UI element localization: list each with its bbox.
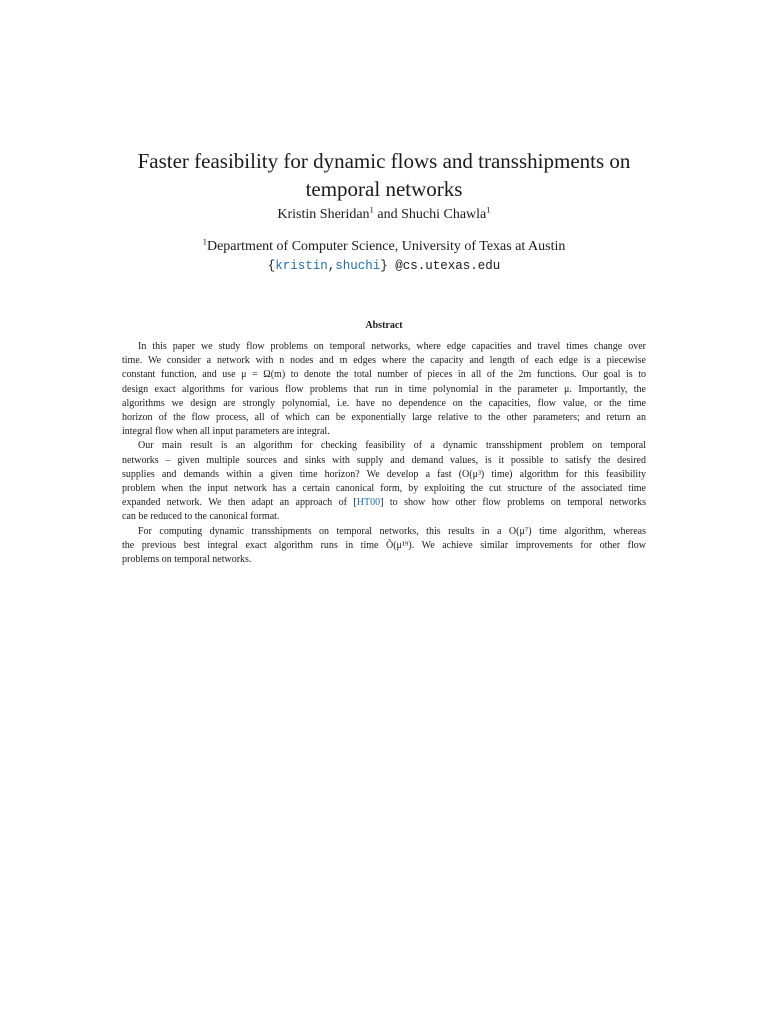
affiliation-marker: 1 [202,236,207,247]
abstract-body [122,340,646,567]
email-brace-close: } [380,259,388,273]
abstract-paragraph [122,340,646,439]
email-link-shuchi[interactable]: shuchi [335,259,381,273]
abstract-line: For computing dynamic transshipments on temporal networks, this results in a O(μ⁷) time algorithm, whereas [138,525,646,537]
abstract-line: constant function, and use μ = Ω(m) to denote the total number of pieces in all of the 2m functions. Our goal is to [122,369,646,381]
abstract-line: supplies and demands within a given time horizon? We develop a fast (O(μ³) time) algorithm for this feasibility [122,468,646,480]
affiliation-marker: 1 [486,204,491,215]
citation-link-ht00[interactable]: HT00 [356,497,381,509]
abstract-paragraph [122,525,646,568]
email-domain: @cs.utexas.edu [387,259,501,273]
abstract-line: integral flow when all input parameters are integral. [122,426,330,438]
abstract-line: time. We consider a network with n nodes and m edges where the capacity and length of each edge is a piecewise [122,355,646,367]
email-brace-open: { [267,259,276,273]
abstract-line: horizon of the flow process, all of which can be exponentially large relative to the other parameters; and return an [122,412,646,424]
abstract-paragraph [122,439,646,524]
abstract-line: algorithms we design are strongly polynomial, i.e. have no dependence on the capacities, flow value, or the time [122,397,646,409]
abstract-line: In this paper we study flow problems on temporal networks, where edge capacities and travel times change over [138,341,646,352]
affiliation-text: Department of Computer Science, University of Texas at Austin [206,239,566,254]
email-separator: , [327,259,336,273]
abstract-line: the previous best integral exact algorithm runs in time Õ(μ¹⁹). We achieve similar improvements for other flow [122,539,646,551]
abstract-line: networks – given multiple sources and sinks with supply and demand values, is it possible to satisfy the desired [122,454,646,466]
author-name: Kristin Sheridan [277,207,370,222]
email-address [100,257,668,275]
author-name: Shuchi Chawla [401,207,487,222]
abstract-line citation-line: expanded network. We then adapt an approach of [HT00] to show how other flow problems on temporal networks [122,497,646,509]
abstract-line: can be reduced to the canonical format. [122,511,280,523]
abstract-line: problems on temporal networks. [122,554,252,566]
paper-title: Faster feasibility for dynamic flows and transshipments on temporal networks [137,149,631,201]
author-connector: and [373,207,402,222]
abstract-line: Our main result is an algorithm for checking feasibility of a dynamic transshipment problem on temporal [138,440,646,452]
author-list [100,206,668,224]
email-link-kristin[interactable]: kristin [275,259,328,273]
affiliation-marker: 1 [369,204,374,215]
affiliation [100,238,668,256]
abstract-line: problem when the input network has a certain canonical form, by exploiting the cut structure of the associated time [122,483,646,495]
abstract-line: design exact algorithms for various flow problems that run in time polynomial in the parameter μ. Importantly, the [122,383,646,395]
abstract-heading: Abstract [365,320,403,331]
